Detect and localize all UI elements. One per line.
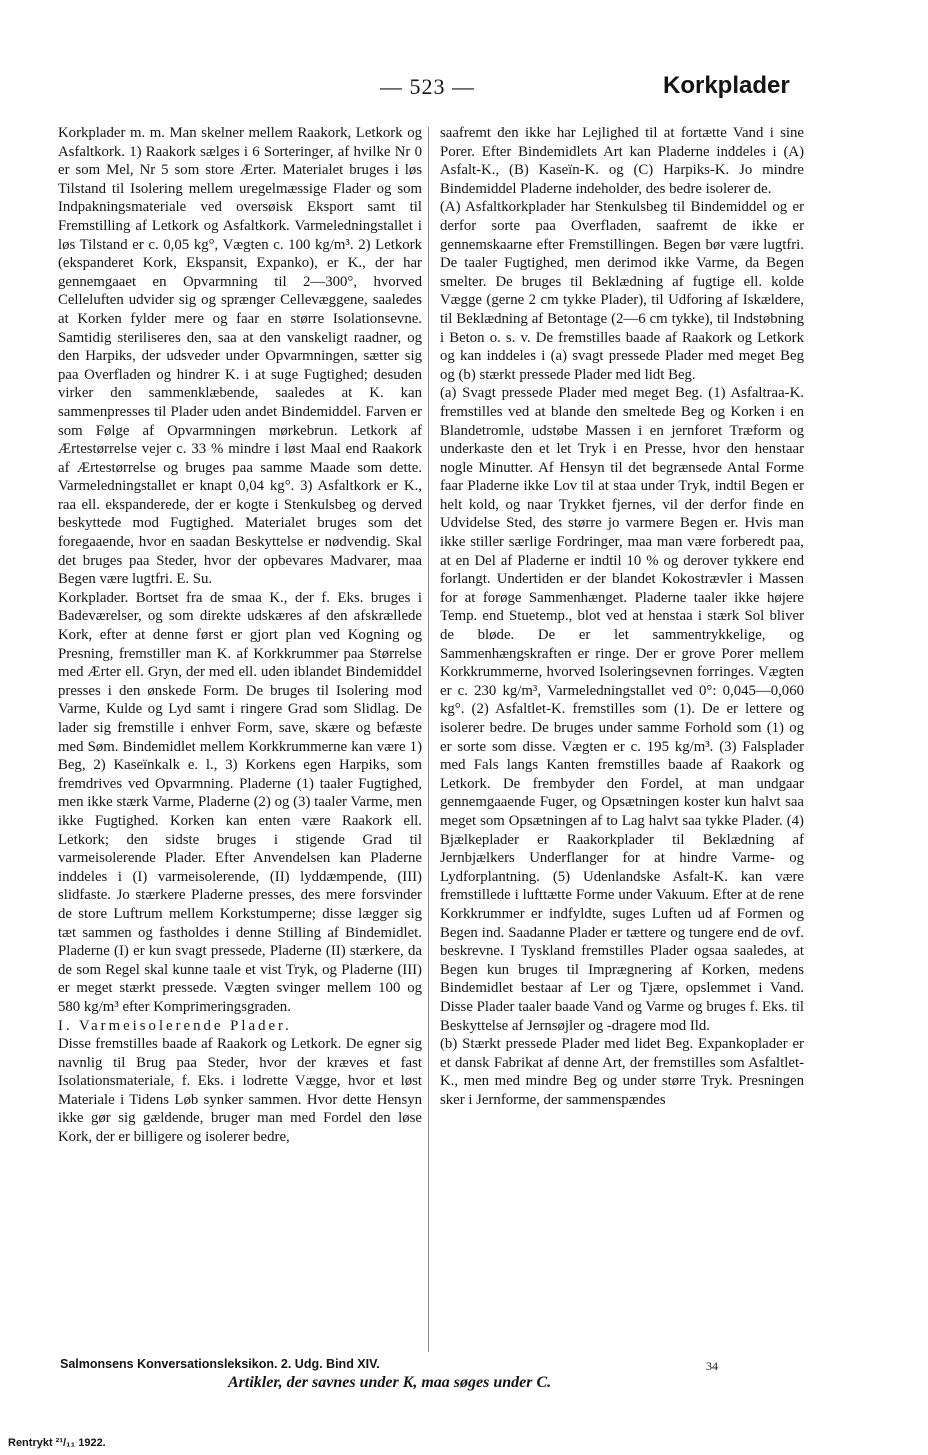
page-header [0, 72, 928, 106]
page-number: — 523 — [380, 74, 475, 99]
reprint-date: Rentrykt ²¹/₁₁ 1922. [8, 1437, 106, 1449]
right-paragraph-1: saafremt den ikke har Lejlighed til at fortætte Vand i sine Porer. Efter Bindemidlets Art kan Pladerne inddeles i (A) Asfalt-K., (B) Kaseïn-K. og (C) Harpiks-K. Jo mindre Bindemiddel Pladerne indeholder, des bedre isolerer de. [440, 125, 804, 197]
column-divider [428, 127, 429, 1352]
left-column [58, 124, 422, 1147]
article-korkplader: Korkplader. Bortset fra de smaa K., der f. Eks. bruges i Badeværelser, og som direkte udskæres af den afskrællede Kork, efter at denne først er gjort plan ved Kogning og Presning, fremstiller man K. af Korkkrummer paa Størrelse med Ærter ell. Gryn, der med ell. uden iblandet Bindemiddel presses i den ønskede Form. De bruges til Isolering mod Varme, Kulde og Lyd samt i ringere Grad som Slidlag. De lader sig fremstille i enhver Form, save, skære og befæste med Søm. Bindemidlet mellem Korkkrummerne kan være 1) Beg, 2) Kaseïnkalk e. l., 3) Korkens egen Harpiks, som fremdrives ved Opvarmning. Pladerne (1) taaler Fugtighed, men ikke stærk Varme, Pladerne (2) og (3) taaler Varme, men ikke Fugtighed. Korken kan enten være Raakork ell. Letkork; den sidste bruges i stigende Grad til varmeisolerende Plader. Efter Anvendelsen kan Pladerne inddeles i (I) varmeisolerende, (II) lyddæmpende, (III) slidfaste. Jo stærkere Pladerne presses, des mere forsvinder de store Luftrum mellem Korkstumperne; disse lægger sig tæt sammen og fastholdes i denne Stilling af Bindemidlet. Pladerne (I) er kun svagt pressede, Pladerne (II) stærkere, da de som Regel skal kunne taale et vist Tryk, og Pladerne (III) er meget stærkt pressede. Vægten svinger mellem 100 og 580 kg/m³ efter Komprimeringsgraden. [58, 589, 422, 1015]
section-text-varmeisolerende: Disse fremstilles baade af Raakork og Letkork. De egner sig navnlig til Brug paa Steder, hvor der kræves et fast Isolationsmateriale, f. Eks. i lodrette Vægge, hvor et løst Materiale i Tidens Løb synker sammen. Hvor dette Hensyn ikke gør sig gældende, bruger man med Fordel den løse Kork, der er billigere og isolerer bedre, [58, 1036, 422, 1146]
section-heading-varmeisolerende: I. Varmeisolerende Plader. [58, 1017, 292, 1034]
running-head: Korkplader [663, 72, 790, 99]
staerkt-pressede-paragraph: (b) Stærkt pressede Plader med lidet Beg. Expankoplader er et dansk Fabrikat af denne Art, der fremstilles som Asfaltlet-K., men med mindre Beg og under større Tryk. Presningen sker i Jernforme, der sammenspændes [440, 1036, 804, 1108]
footer-note: Artikler, der savnes under K, maa søges under C. [228, 1374, 552, 1391]
sheet-number: 34 [706, 1359, 718, 1373]
right-column [440, 124, 804, 1109]
article-korkplader-continued: Korkplader m. m. Man skelner mellem Raakork, Letkork og Asfaltkork. 1) Raakork sælges i 6 Sorteringer, af hvilke Nr 0 er som Mel, Nr 5 som store Ærter. Materialet bruges i løs Tilstand til Isolering mellem uregelmæssige Flader og som Indpakningsmateriale ved oversøisk Eksport samt til Fremstilling af Letkork og Asfaltkork. Varmeledningstallet i løs Tilstand er c. 0,05 kg°, Vægten c. 100 kg/m³. 2) Letkork (ekspanderet Kork, Ekspansit, Expanko), er K., der har gennemgaaet en Opvarmning til 2—300°, hvorved Celleluften udvider sig og sprænger Cellevæggene, saaledes at Korken fylder mere og faar en større Isolationsevne. Samtidig steriliseres den, saa at den vanskeligt raadner, og den Harpiks, der udsveder under Opvarmningen, sætter sig paa Overfladen og hindrer K. i at suge Fugtighed; desuden virker den sammenklæbende, saaledes at K. kan sammenpresses til Plader uden andet Bindemiddel. Farven er som Følge af Opvarmningen mørkebrun. Letkork af Ærtestørrelse vejer c. 33 % mindre i løst Maal end Raakork af Ærtestørrelse og bruges paa samme Maade som dette. Varmeledningstallet er knapt 0,04 kg°. 3) Asfaltkork er K., raa ell. ekspanderede, der er kogte i Stenkulsbeg og derved beskyttede mod Fugtighed. Materialet bruges som det foregaaende, hvor en saadan Beskyttelse er nødvendig. Skal det bruges paa Steder, hvor der opbevares Madvarer, maa Begen være lugtfri. E. Su. [58, 125, 422, 588]
asfaltkorkplader-paragraph: (A) Asfaltkorkplader har Stenkulsbeg til Bindemiddel og er derfor sorte paa Overfladen, saafremt de ikke er gennemskaarne efter Fremstillingen. Begen bør være lugtfri. De taaler Fugtighed, men derimod ikke Varme, da Begen smelter. De bruges til Beklædning af fugtige ell. kolde Vægge (gerne 2 cm tykke Plader), til Udforing af Iskældere, til Beklædning af Betontage (2—6 cm tykke), til Indstøbning i Beton o. s. v. De fremstilles baade af Raakork og Letkork og kan inddeles i (a) svagt pressede Plader med meget Beg og (b) stærkt pressede Plader med lidt Beg. [440, 199, 804, 383]
svagt-pressede-paragraph: (a) Svagt pressede Plader med meget Beg. (1) Asfaltraa-K. fremstilles ved at blande den smeltede Beg og Korken i en Blandetromle, udstøbe Massen i en jernforet Træform og underkaste den et let Tryk i en Presse, hvor den henstaar nogle Minutter. Af Hensyn til det begrænsede Antal Forme faar Pladerne ikke Lov til at staa under Tryk, indtil Begen er helt kold, og naar Trykket fjernes, vil der derfor finde en Udvidelse Sted, des større jo varmere Begen er. Hvis man ikke stiller særlige Fordringer, maa man være forberedt paa, at en Del af Pladerne er indtil 10 % og derover tykkere end forlangt. Undertiden er der blandet Kokostrævler i Massen for at forøge Sammenhænget. Pladerne taaler ikke højere Temp. end Stuetemp., blot ved at henstaa i stærk Sol bliver de bløde. De er let sammentrykkelige, og Sammenhængskraften er ringe. Der er grove Porer mellem Korkkrummerne, hvorved Isoleringsevnen forringes. Vægten er c. 230 kg/m³, Varmeledningstallet ved 0°: 0,045—0,060 kg°. (2) Asfaltlet-K. fremstilles som (1). De er lettere og isolerer bedre. De bruges under samme Forhold som (1) og er sorte som disse. Vægten er c. 195 kg/m³. (3) Falsplader med Fals langs Kanten fremstilles baade af Raakork og Letkork. De frembyder den Fordel, at man undgaar gennemgaaende Fuger, og Opsætningen koster kun halvt saa meget som Opsætningen af to Lag halvt saa tykke Plader. (4) Bjælkeplader er Raakorkplader til Beklædning af Jernbjælkers Underflanger for at hindre Varme- og Lydforplantning. (5) Udenlandske Asfalt-K. kan være fremstillede i lufttætte Forme under Vakuum. Efter at de rene Korkkrummer er indfyldte, suges Luften ud af Formen og Begen ind. Saadanne Plader er tættere og tungere end de ovf. beskrevne. I Tyskland fremstilles Plader ogsaa saaledes, at Begen kun bruges til Imprægnering af Korken, medens Bindemidlet bestaar af Ler og Tjære, opslemmet i Vand. Disse Plader taaler baade Vand og Varme og bruges f. Eks. til Beskyttelse af Jernsøjler og -dragere mod Ild. [440, 385, 804, 1034]
footer-source: Salmonsens Konversationsleksikon. 2. Udg. Bind XIV. [60, 1357, 380, 1371]
